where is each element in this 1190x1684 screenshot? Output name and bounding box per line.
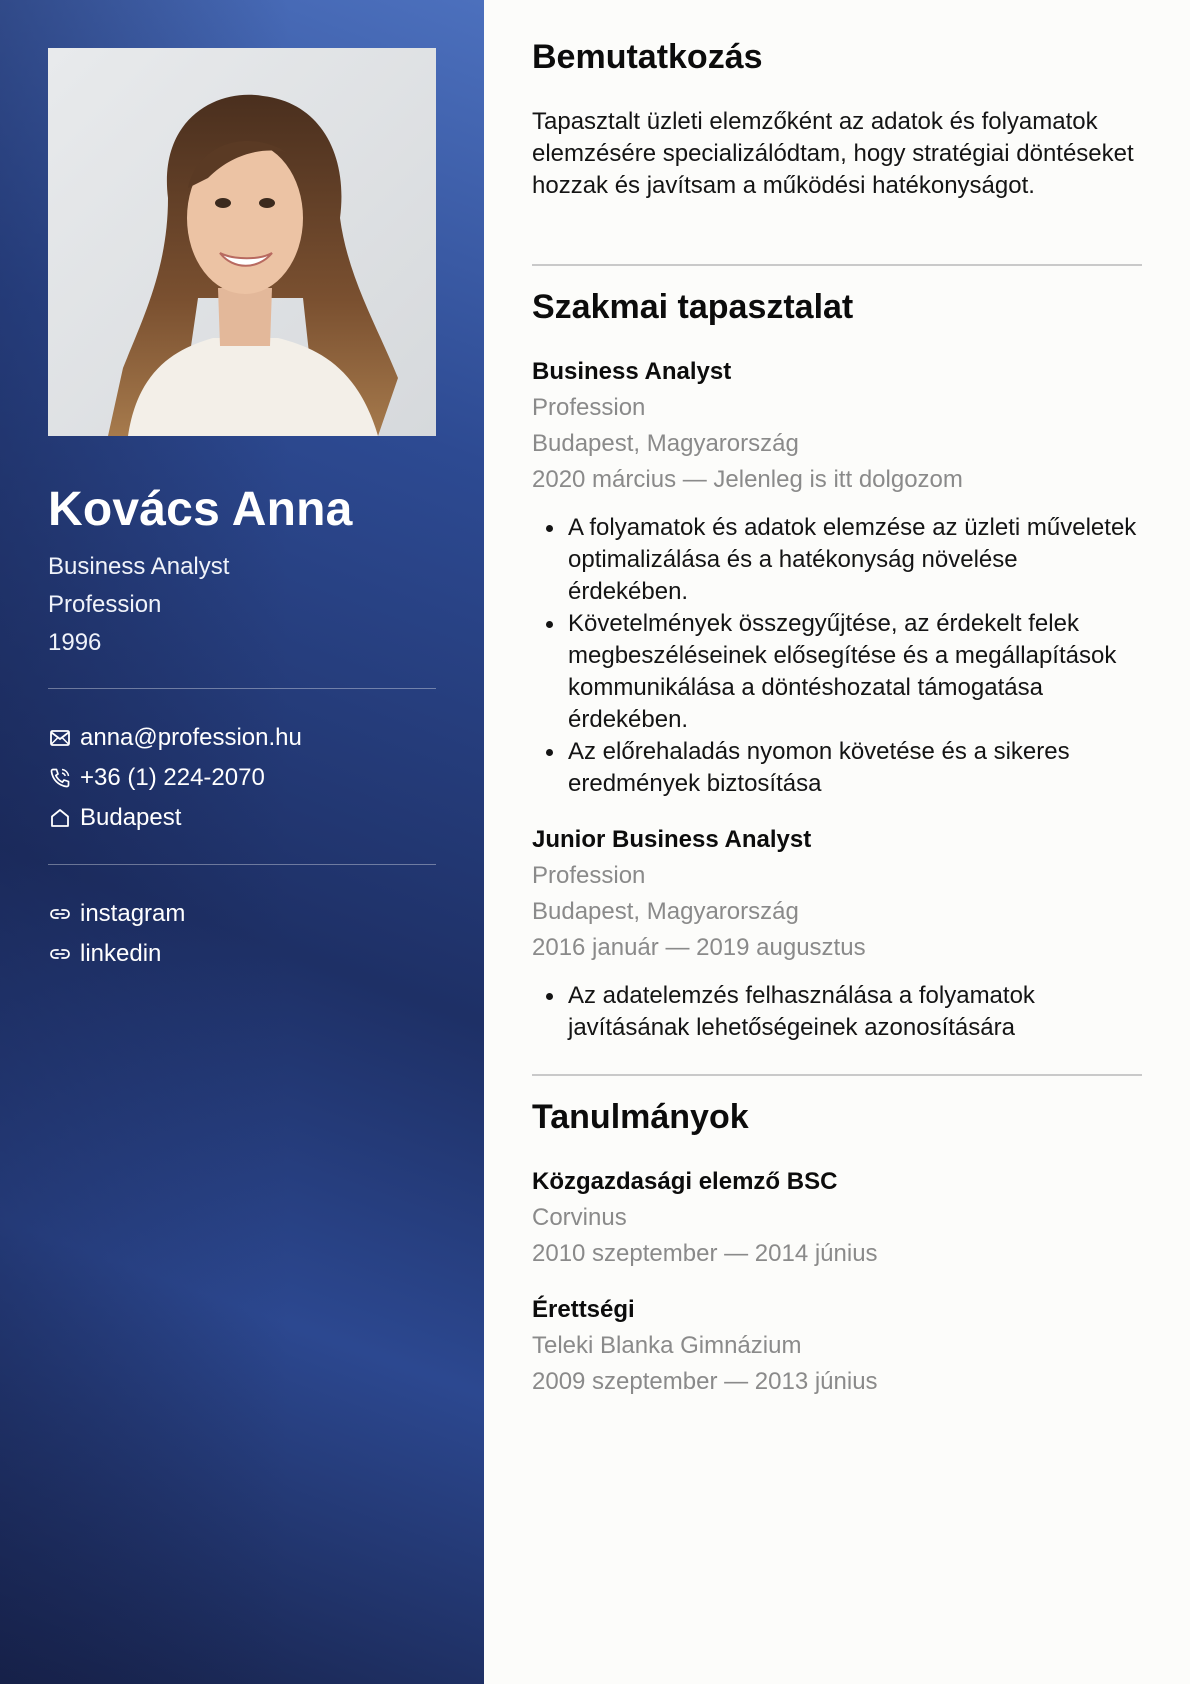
- edu-2-school: Teleki Blanka Gimnázium: [532, 1332, 802, 1359]
- list-item: Az előrehaladás nyomon követése és a sikeres eredmények biztosítása: [532, 736, 1142, 800]
- city-text: Budapest: [80, 804, 182, 831]
- experience-heading: Szakmai tapasztalat: [532, 288, 854, 326]
- job-2-title: Junior Business Analyst: [532, 826, 812, 853]
- link-icon: [48, 942, 72, 966]
- edu-1-period: 2010 szeptember — 2014 június: [532, 1240, 878, 1267]
- instagram-label: instagram: [80, 900, 186, 927]
- phone-icon: [48, 766, 72, 790]
- sidebar: [0, 0, 484, 1684]
- section-divider: [532, 264, 1142, 266]
- linkedin-label: linkedin: [80, 940, 162, 967]
- sidebar-divider: [48, 688, 436, 689]
- full-name: Kovács Anna: [48, 483, 353, 536]
- education-heading: Tanulmányok: [532, 1098, 749, 1136]
- birth-year: 1996: [48, 629, 102, 656]
- city-row: [48, 798, 302, 838]
- job-1-company: Profession: [532, 394, 646, 421]
- list-item: Az adatelemzés felhasználása a folyamatok javításának lehetőségeinek azonosítására: [532, 980, 1142, 1044]
- sidebar-divider: [48, 864, 436, 865]
- job-1-bullets: [532, 512, 1142, 800]
- phone-row[interactable]: [48, 758, 302, 798]
- email-row[interactable]: [48, 718, 302, 758]
- list-item: A folyamatok és adatok elemzése az üzleti műveletek optimalizálása és a hatékonyság növelése érdekében.: [532, 512, 1142, 608]
- contact-list: [48, 718, 302, 838]
- intro-heading: Bemutatkozás: [532, 38, 763, 76]
- company-name: Profession: [48, 591, 162, 618]
- social-links: [48, 894, 185, 974]
- portrait-photo: [48, 48, 436, 436]
- email-text: anna@profession.hu: [80, 724, 302, 751]
- link-icon: [48, 902, 72, 926]
- job-1-period: 2020 március — Jelenleg is itt dolgozom: [532, 466, 963, 493]
- home-icon: [48, 806, 72, 830]
- section-divider: [532, 1074, 1142, 1076]
- linkedin-link[interactable]: [48, 934, 185, 974]
- job-title: Business Analyst: [48, 553, 230, 580]
- instagram-link[interactable]: [48, 894, 185, 934]
- job-2-period: 2016 január — 2019 augusztus: [532, 934, 866, 961]
- phone-text: +36 (1) 224-2070: [80, 764, 265, 791]
- edu-1-school: Corvinus: [532, 1204, 627, 1231]
- edu-2-degree: Érettségi: [532, 1296, 635, 1323]
- job-2-company: Profession: [532, 862, 646, 889]
- profile-photo: [48, 48, 436, 436]
- job-2-bullets: [532, 980, 1142, 1044]
- job-2-location: Budapest, Magyarország: [532, 898, 799, 925]
- edu-2-period: 2009 szeptember — 2013 június: [532, 1368, 878, 1395]
- mail-icon: [48, 726, 72, 750]
- job-1-location: Budapest, Magyarország: [532, 430, 799, 457]
- list-item: Követelmények összegyűjtése, az érdekelt felek megbeszéléseinek elősegítése és a megállapítások kommunikálása a döntéshozatal támogatása érdekében.: [532, 608, 1142, 736]
- job-1-title: Business Analyst: [532, 358, 732, 385]
- intro-text: Tapasztalt üzleti elemzőként az adatok és folyamatok elemzésére specializálódtam, hogy stratégiai döntéseket hozzak és javítsam a működési hatékonyságot.: [532, 108, 1134, 199]
- edu-1-degree: Közgazdasági elemző BSC: [532, 1168, 838, 1195]
